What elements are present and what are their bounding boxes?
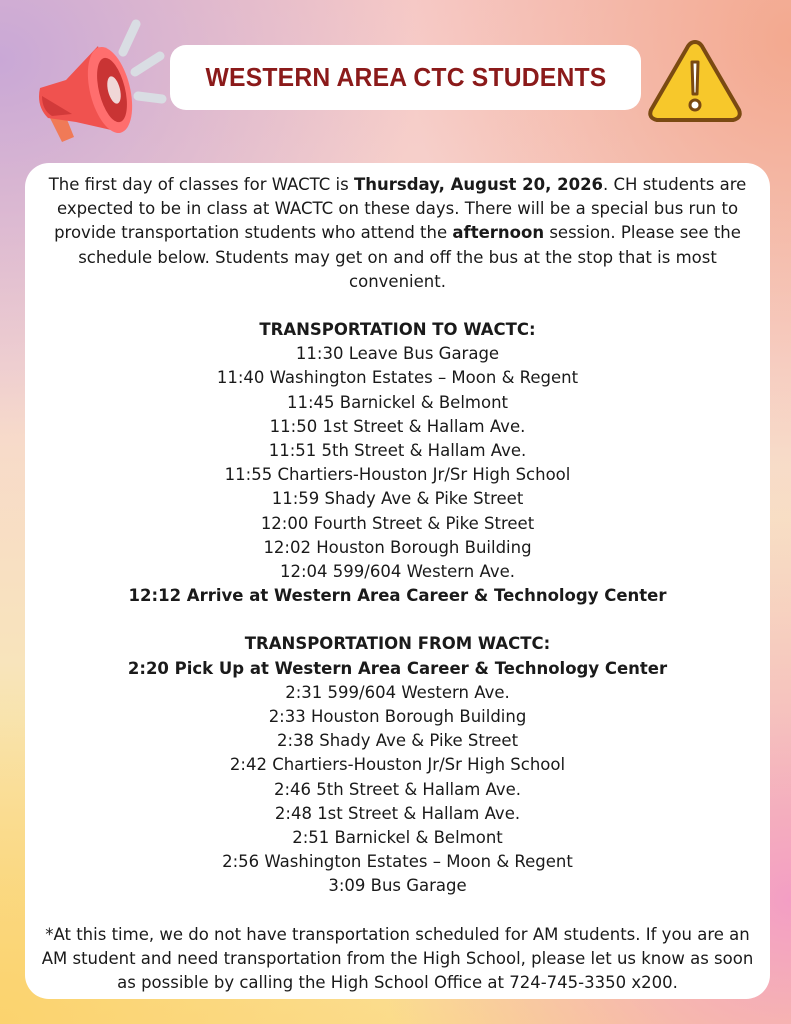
schedule-row: 2:51 Barnickel & Belmont (292, 828, 503, 848)
intro-paragraph (25, 173, 770, 294)
schedule-row: 2:56 Washington Estates – Moon & Regent (222, 852, 573, 872)
schedule-row: 11:30 Leave Bus Garage (295, 344, 500, 364)
schedule-row: 11:59 Shady Ave & Pike Street (271, 489, 524, 509)
from-wactc-heading: TRANSPORTATION FROM WACTC: (244, 634, 551, 654)
first-day-date: Thursday, August 20, 2026 (353, 175, 604, 194)
schedule-row: 2:33 Houston Borough Building (268, 707, 527, 727)
schedule-row: 12:04 599/604 Western Ave. (280, 562, 515, 582)
warning-icon (645, 36, 745, 126)
schedule-row: 12:02 Houston Borough Building (263, 537, 532, 557)
schedule-card (25, 163, 770, 999)
arrival-row: 12:12 Arrive at Western Area Career & Technology Center (128, 586, 667, 606)
schedule-row: 11:40 Washington Estates – Moon & Regent (216, 368, 579, 388)
session-name: afternoon (452, 223, 545, 243)
schedule-row: 11:55 Chartiers-Houston Jr/Sr High School (224, 465, 571, 485)
schedule-row: 2:46 5th Street & Hallam Ave. (273, 779, 522, 799)
page-title: WESTERN AREA CTC STUDENTS (205, 62, 606, 92)
schedule-row: 11:51 5th Street & Hallam Ave. (268, 441, 527, 461)
schedule-row: 3:09 Bus Garage (328, 876, 467, 896)
schedule-row: 11:45 Barnickel & Belmont (286, 392, 509, 412)
intro-text-3: session. Please see the schedule below. Students may get on and off the bus at the stop that is most convenient. (78, 223, 741, 291)
schedule-row: 11:50 1st Street & Hallam Ave. (269, 416, 526, 436)
schedule-row: 2:42 Chartiers-Houston Jr/Sr High School (229, 755, 566, 775)
schedule-row: 2:31 599/604 Western Ave. (285, 682, 510, 702)
title-banner (170, 45, 641, 110)
intro-text-1: The first day of classes for WACTC is (48, 175, 354, 194)
intro-text-2: . CH students are expected to be in class at WACTC on these days. There will be a special bus run to provide transportation students who attend the (54, 175, 747, 243)
schedule-row: 2:48 1st Street & Hallam Ave. (274, 803, 521, 823)
pickup-row: 2:20 Pick Up at Western Area Career & Technology Center (127, 658, 668, 678)
schedule-row: 2:38 Shady Ave & Pike Street (276, 731, 519, 751)
schedule-row: 12:00 Fourth Street & Pike Street (260, 513, 535, 533)
megaphone-icon (28, 10, 173, 150)
to-wactc-heading: TRANSPORTATION TO WACTC: (259, 320, 536, 340)
am-students-note: *At this time, we do not have transportation scheduled for AM students. If you are an AM student and need transportation from the High School, please let us know as soon as possible by calling the High School Office at 724-745-3350 x200. (41, 924, 754, 993)
